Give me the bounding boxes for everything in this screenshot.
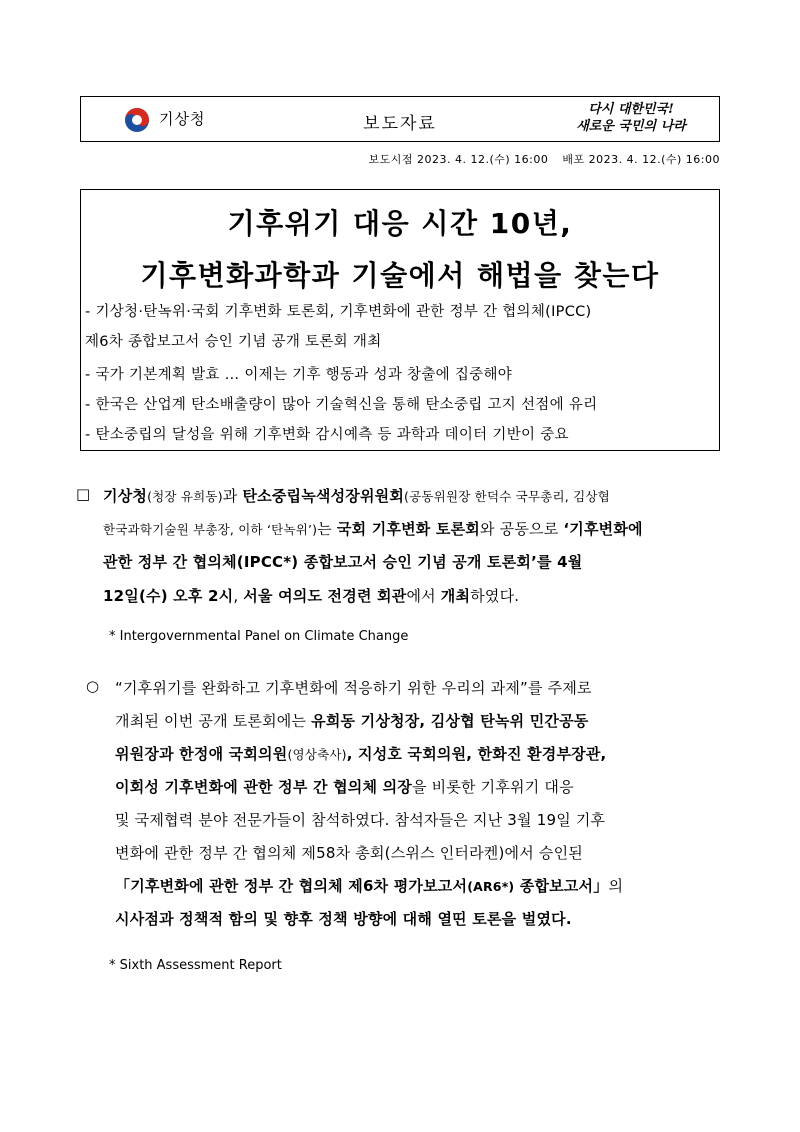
headline-box	[80, 189, 720, 451]
para2-line-4: 이회성 기후변화에 관한 정부 간 협의체 의장을 비롯한 기후위기 대응	[115, 778, 574, 796]
summary-bullet: - 탄소중립의 달성을 위해 기후변화 감시예측 등 과학과 데이터 기반이 중요	[85, 427, 569, 443]
para2-line-2: 개최된 이번 공개 토론회에는 유희동 기상청장, 김상협 탄녹위 민간공동	[115, 712, 589, 730]
footnote-ar6: * Sixth Assessment Report	[109, 958, 282, 973]
government-slogan	[571, 101, 691, 135]
headline-line-2: 기후변화과학과 기술에서 해법을 찾는다	[140, 259, 660, 292]
embargo-time: 보도시점 2023. 4. 12.(수) 16:00	[368, 153, 549, 166]
para2-line-7: 「기후변화에 관한 정부 간 협의체 제6차 평가보고서(AR6*) 종합보고서」의	[115, 877, 624, 895]
summary-bullet: 제6차 종합보고서 승인 기념 공개 토론회 개최	[85, 334, 382, 350]
para2-line-5: 및 국제협력 분야 전문가들이 참석하였다. 참석자들은 지난 3월 19일 기후	[115, 811, 606, 829]
summary-bullet: - 국가 기본계획 발효 … 이제는 기후 행동과 성과 창출에 집중해야	[85, 367, 513, 383]
summary-bullet: - 한국은 산업계 탄소배출량이 많아 기술혁신을 통해 탄소중립 고지 선점에 유리	[85, 397, 598, 413]
para2-line-3: 위원장과 한정애 국회의원(영상축사), 지성호 국회의원, 한화진 환경부장관,	[115, 745, 607, 763]
square-bullet-icon: □	[76, 485, 91, 503]
slogan-line-2: 새로운 국민의 나라	[576, 119, 686, 134]
summary-bullet: - 기상청·탄녹위·국회 기후변화 토론회, 기후변화에 관한 정부 간 협의체(IPCC)	[85, 304, 592, 320]
para1-line-2: 한국과학기술원 부총장, 이하 ‘탄녹위’)는 국회 기후변화 토론회와 공동으로 ‘기후변화에	[103, 520, 643, 538]
distribution-time: 배포 2023. 4. 12.(수) 16:00	[562, 153, 720, 166]
press-header	[80, 96, 720, 142]
circle-bullet-icon: ○	[86, 677, 100, 695]
agency-logo-text: 기상청	[159, 110, 206, 128]
footnote-ipcc: * Intergovernmental Panel on Climate Change	[109, 629, 409, 644]
press-release-label: 보도자료	[363, 114, 437, 134]
release-times	[358, 151, 720, 167]
para2-line-1: “기후위기를 완화하고 기후변화에 적응하기 위한 우리의 과제”를 주제로	[115, 679, 592, 697]
para1-line-3: 관한 정부 간 협의체(IPCC*) 종합보고서 승인 기념 공개 토론회’를 4월	[103, 553, 583, 571]
para2-line-6: 변화에 관한 정부 간 협의체 제58차 총회(스위스 인터라켄)에서 승인된	[115, 844, 583, 862]
slogan-line-1: 다시 대한민국!	[588, 102, 674, 117]
para1-line-1: 기상청(청장 유희동)과 탄소중립녹색성장위원회(공동위원장 한덕수 국무총리, 김상협	[103, 487, 610, 505]
para2-line-8: 시사점과 정책적 함의 및 향후 정책 방향에 대해 열띤 토론을 벌였다.	[115, 910, 572, 928]
headline-line-1: 기후위기 대응 시간 10년,	[227, 207, 573, 240]
para1-line-4: 12일(수) 오후 2시, 서울 여의도 전경련 회관에서 개최하였다.	[103, 587, 520, 605]
